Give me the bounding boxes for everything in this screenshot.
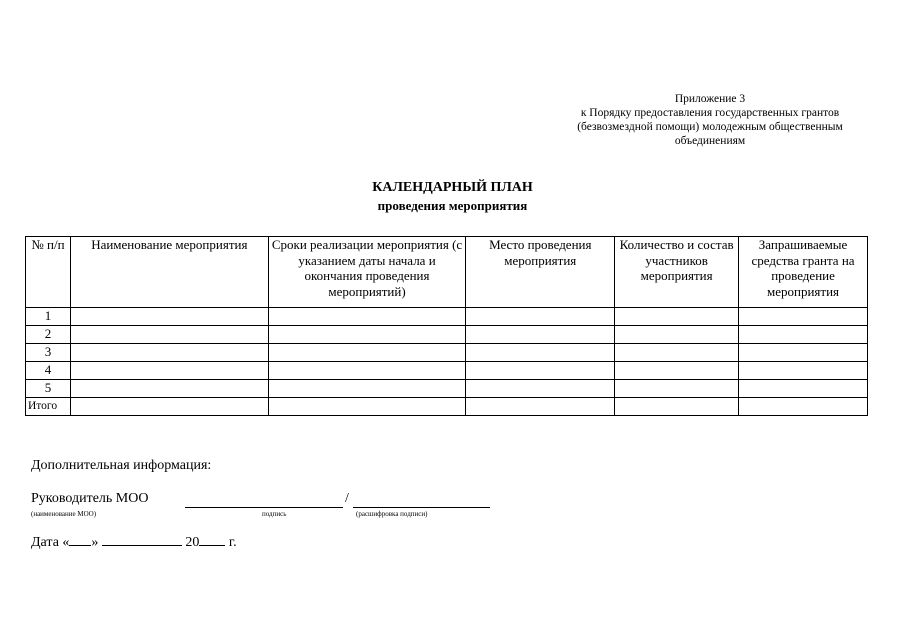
table-cell[interactable] — [70, 398, 268, 416]
additional-info-label: Дополнительная информация: — [31, 458, 212, 473]
appendix-line: Приложение 3 — [674, 93, 746, 105]
table-cell[interactable] — [466, 344, 615, 362]
table-cell[interactable] — [70, 380, 268, 398]
appendix-line: (безвозмездной помощи) молодежным общественным — [577, 121, 843, 133]
table-cell[interactable] — [268, 380, 466, 398]
table-row — [26, 326, 868, 344]
table-cell[interactable] — [615, 344, 739, 362]
caption-signature-decode: (расшифровка подписи) — [356, 510, 428, 518]
table-cell[interactable] — [70, 362, 268, 380]
table-cell[interactable] — [70, 344, 268, 362]
row-number: 5 — [26, 380, 71, 398]
table-cell[interactable] — [70, 326, 268, 344]
table-cell[interactable] — [466, 380, 615, 398]
date-day-blank[interactable] — [69, 533, 91, 546]
table-cell[interactable] — [615, 308, 739, 326]
table-cell[interactable] — [268, 398, 466, 416]
table-cell[interactable] — [466, 308, 615, 326]
calendar-plan-table — [25, 236, 868, 416]
table-cell[interactable] — [739, 380, 868, 398]
date-month-blank[interactable] — [102, 533, 182, 546]
document-subtitle: проведения мероприятия — [377, 198, 528, 213]
date-suffix: г. — [225, 535, 237, 550]
row-number: 2 — [26, 326, 71, 344]
table-header-row — [26, 237, 868, 308]
header-event-name: Наименование мероприятия — [70, 237, 268, 308]
table-row — [26, 380, 868, 398]
table-cell[interactable] — [70, 308, 268, 326]
table-cell[interactable] — [268, 362, 466, 380]
row-number: 3 — [26, 344, 71, 362]
header-dates: Сроки реализации мероприятия (с указанием даты начала и окончания проведения мероприятий) — [268, 237, 466, 308]
appendix-line: к Порядку предоставления государственных грантов — [580, 107, 840, 119]
table-cell[interactable] — [268, 308, 466, 326]
date-year-prefix: 20 — [181, 535, 200, 550]
signature-line[interactable] — [185, 507, 343, 508]
table-cell[interactable] — [615, 380, 739, 398]
table-cell[interactable] — [739, 398, 868, 416]
total-row — [26, 398, 868, 416]
date-year-blank[interactable] — [199, 533, 225, 546]
row-number: 4 — [26, 362, 71, 380]
date-line — [31, 533, 237, 551]
header-participants: Количество и состав участников мероприятия — [615, 237, 739, 308]
table-cell[interactable] — [466, 398, 615, 416]
header-grant-funds: Запрашиваемые средства гранта на проведение мероприятия — [739, 237, 868, 308]
head-label: Руководитель МОО — [31, 491, 149, 506]
table-cell[interactable] — [466, 326, 615, 344]
appendix-line: объединениям — [674, 135, 746, 147]
header-number: № п/п — [26, 237, 71, 308]
table-cell[interactable] — [615, 362, 739, 380]
table-cell[interactable] — [739, 344, 868, 362]
table-row — [26, 308, 868, 326]
table-cell[interactable] — [739, 308, 868, 326]
caption-signature: подпись — [262, 510, 287, 518]
table-cell[interactable] — [615, 326, 739, 344]
caption-org-name: (наименование МОО) — [31, 510, 97, 518]
table-cell[interactable] — [615, 398, 739, 416]
appendix-block — [555, 92, 865, 148]
table-cell[interactable] — [739, 362, 868, 380]
table-cell[interactable] — [268, 326, 466, 344]
document-title: КАЛЕНДАРНЫЙ ПЛАН — [372, 180, 533, 195]
table-cell[interactable] — [466, 362, 615, 380]
table-cell[interactable] — [739, 326, 868, 344]
table-row — [26, 362, 868, 380]
header-location: Место проведения мероприятия — [466, 237, 615, 308]
table-row — [26, 344, 868, 362]
signature-decode-line[interactable] — [353, 507, 490, 508]
date-mid: » — [91, 535, 102, 550]
signature-separator: / — [345, 491, 349, 506]
table-cell[interactable] — [268, 344, 466, 362]
date-prefix: Дата « — [31, 535, 70, 550]
total-label: Итого — [26, 398, 71, 416]
row-number: 1 — [26, 308, 71, 326]
